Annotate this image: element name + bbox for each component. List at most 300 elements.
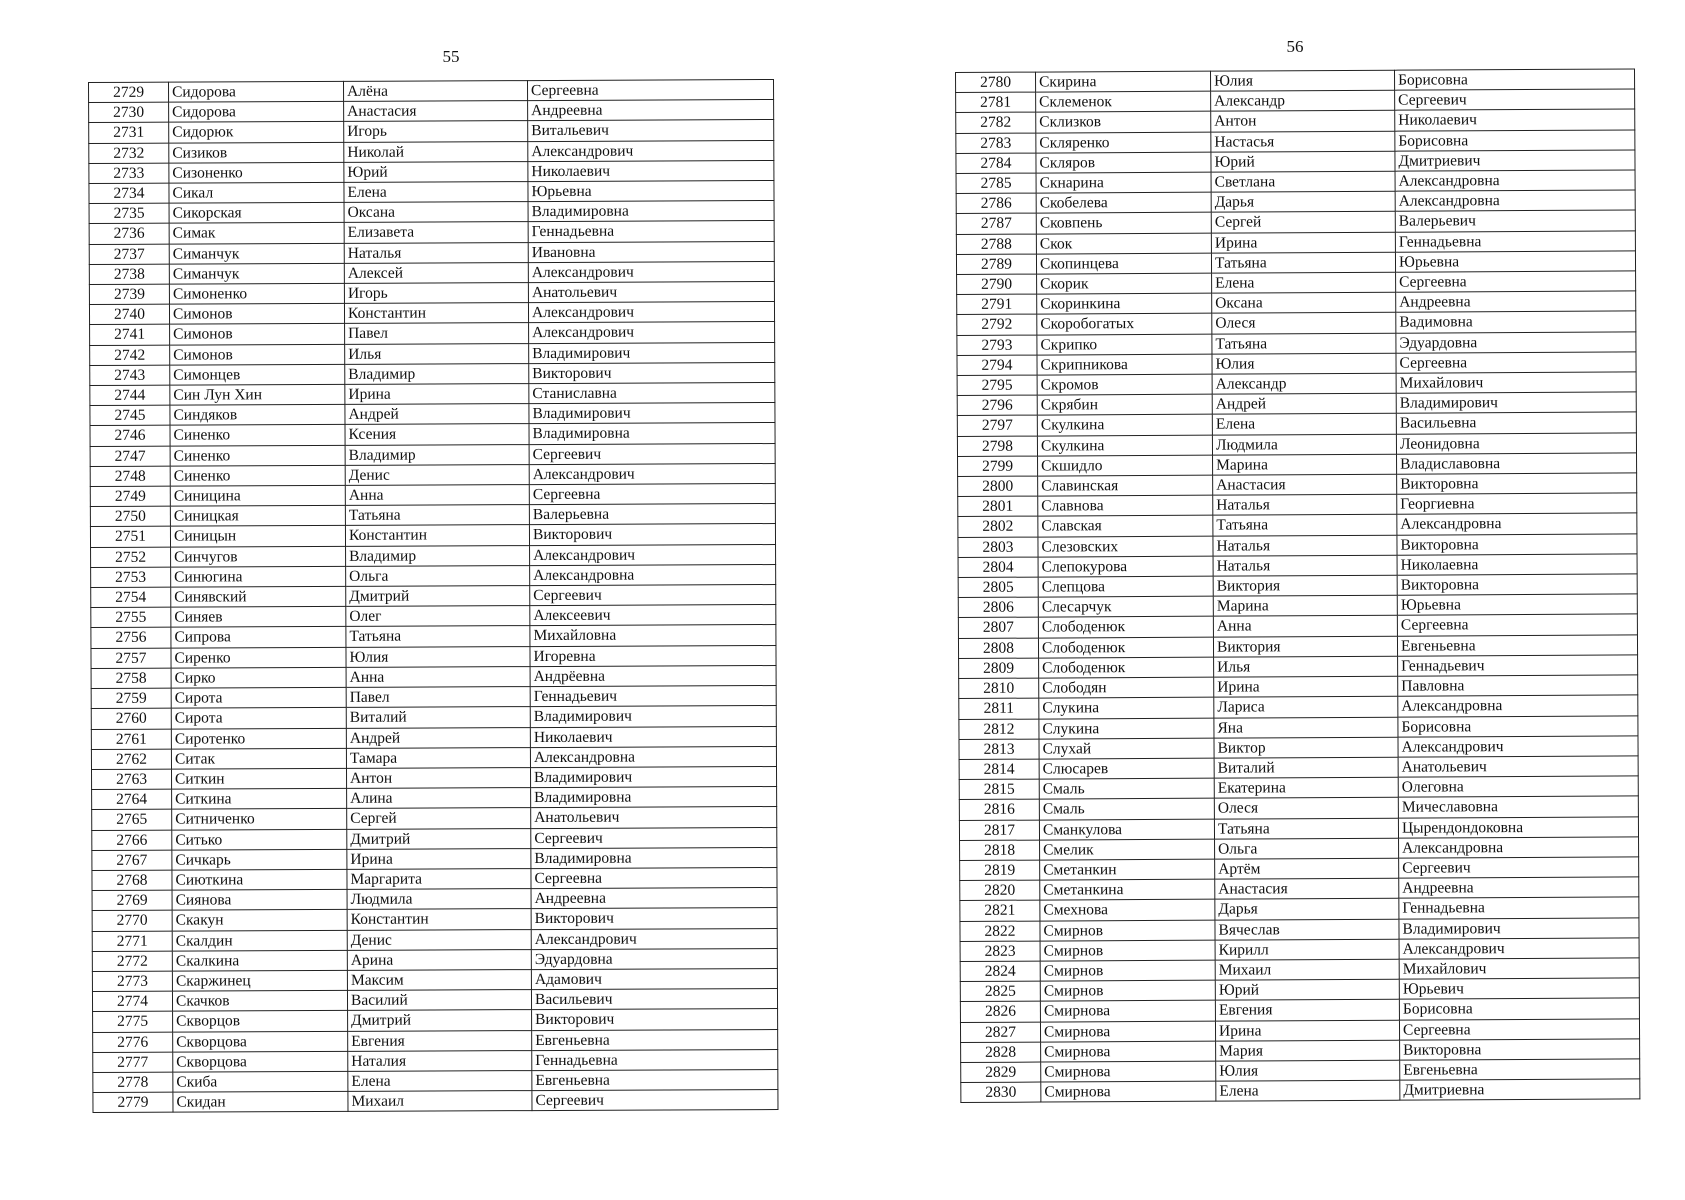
patronymic-cell: Цырендондоковна	[1398, 816, 1638, 837]
given-name-cell: Юлия	[1210, 70, 1394, 91]
surname-cell: Скляров	[1036, 152, 1211, 173]
patronymic-cell: Александрович	[528, 302, 774, 323]
given-name-cell: Елена	[1212, 414, 1396, 435]
row-number: 2801	[958, 496, 1038, 517]
surname-cell: Симоненко	[169, 283, 344, 304]
patronymic-cell: Ивановна	[528, 241, 774, 262]
row-number: 2753	[91, 567, 171, 588]
given-name-cell: Евгения	[348, 1030, 532, 1051]
surname-cell: Сиюткина	[172, 869, 347, 890]
patronymic-cell: Михайлович	[1396, 372, 1636, 393]
surname-cell: Смаль	[1039, 798, 1214, 819]
patronymic-cell: Игоревна	[530, 645, 776, 666]
surname-cell: Скаржинец	[172, 970, 347, 991]
surname-cell: Скулкина	[1037, 415, 1212, 436]
row-number: 2793	[957, 335, 1037, 356]
patronymic-cell: Викторовна	[1397, 473, 1637, 494]
row-number: 2780	[956, 72, 1036, 93]
patronymic-cell: Андреевна	[531, 888, 777, 909]
surname-cell: Синенко	[170, 425, 345, 446]
patronymic-cell: Сергеевич	[532, 1090, 778, 1111]
patronymic-cell: Юрьевна	[528, 181, 774, 202]
row-number: 2770	[92, 910, 172, 931]
patronymic-cell: Сергеевич	[531, 827, 777, 848]
row-number: 2818	[960, 840, 1040, 861]
row-number: 2820	[960, 880, 1040, 901]
patronymic-cell: Михайловна	[530, 625, 776, 646]
given-name-cell: Анна	[1213, 616, 1397, 637]
given-name-cell: Алёна	[343, 81, 527, 102]
surname-cell: Синюгина	[171, 566, 346, 587]
patronymic-cell: Александровна	[1397, 513, 1637, 534]
patronymic-cell: Станиславна	[529, 383, 775, 404]
row-number: 2825	[960, 981, 1040, 1002]
given-name-cell: Анастасия	[1215, 878, 1399, 899]
given-name-cell: Денис	[347, 929, 531, 950]
patronymic-cell: Александровна	[530, 564, 776, 585]
row-number: 2791	[957, 294, 1037, 315]
patronymic-cell: Геннадьевич	[1398, 655, 1638, 676]
row-number: 2773	[92, 971, 172, 992]
patronymic-cell: Николаевич	[528, 160, 774, 181]
row-number: 2826	[960, 1001, 1040, 1022]
row-number: 2784	[956, 153, 1036, 174]
patronymic-cell: Геннадьевна	[1399, 897, 1639, 918]
given-name-cell: Павел	[346, 687, 530, 708]
given-name-cell: Светлана	[1211, 171, 1395, 192]
given-name-cell: Яна	[1214, 717, 1398, 738]
patronymic-cell: Евгеньевна	[1400, 1059, 1640, 1080]
surname-cell: Скрипко	[1037, 334, 1212, 355]
patronymic-cell: Эдуардовна	[1396, 332, 1636, 353]
row-number: 2798	[957, 436, 1037, 457]
given-name-cell: Дмитрий	[348, 1010, 532, 1031]
surname-cell: Смирнова	[1040, 1021, 1215, 1042]
row-number: 2730	[89, 102, 169, 123]
row-number: 2828	[961, 1042, 1041, 1063]
surname-cell: Смехнова	[1040, 899, 1215, 920]
row-number: 2775	[93, 1011, 173, 1032]
given-name-cell: Людмила	[1212, 434, 1396, 455]
row-number: 2819	[960, 860, 1040, 881]
row-number: 2734	[89, 183, 169, 204]
patronymic-cell: Евгеньевна	[532, 1029, 778, 1050]
surname-cell: Синчугов	[171, 546, 346, 567]
given-name-cell: Виктория	[1213, 575, 1397, 596]
row-number: 2761	[91, 729, 171, 750]
row-number: 2758	[91, 668, 171, 689]
names-table	[955, 68, 1640, 1103]
surname-cell: Сидорова	[169, 81, 344, 102]
surname-cell: Смирнова	[1040, 1000, 1215, 1021]
patronymic-cell: Евгеньевна	[1397, 635, 1637, 656]
given-name-cell: Наталия	[348, 1050, 532, 1071]
row-number: 2824	[960, 961, 1040, 982]
row-number: 2732	[89, 143, 169, 164]
given-name-cell: Анастасия	[1213, 474, 1397, 495]
patronymic-cell: Александровна	[1395, 170, 1635, 191]
surname-cell: Слукина	[1039, 697, 1214, 718]
patronymic-cell: Александрович	[1398, 736, 1638, 757]
surname-cell: Симак	[169, 223, 344, 244]
given-name-cell: Наталья	[1213, 555, 1397, 576]
patronymic-cell: Владимировна	[531, 847, 777, 868]
surname-cell: Слободенюк	[1039, 657, 1214, 678]
patronymic-cell: Владимирович	[1396, 392, 1636, 413]
given-name-cell: Людмила	[347, 889, 531, 910]
row-number: 2787	[956, 213, 1036, 234]
row-number: 2744	[90, 385, 170, 406]
patronymic-cell: Викторович	[532, 1009, 778, 1030]
given-name-cell: Владимир	[345, 363, 529, 384]
page-number: 55	[442, 47, 460, 66]
surname-cell: Сметанкин	[1040, 859, 1215, 880]
row-number: 2733	[89, 163, 169, 184]
surname-cell: Скирина	[1036, 71, 1211, 92]
surname-cell: Скляренко	[1036, 132, 1211, 153]
given-name-cell: Николай	[344, 141, 528, 162]
patronymic-cell: Павловна	[1398, 675, 1638, 696]
given-name-cell: Юрий	[1211, 151, 1395, 172]
row-number: 2738	[89, 264, 169, 285]
row-number: 2815	[959, 779, 1039, 800]
surname-cell: Сирко	[171, 667, 346, 688]
given-name-cell: Дарья	[1211, 191, 1395, 212]
given-name-cell: Александр	[1212, 373, 1396, 394]
given-name-cell: Алина	[347, 788, 531, 809]
surname-cell: Славинская	[1038, 475, 1213, 496]
surname-cell: Скворцов	[173, 1011, 348, 1032]
patronymic-cell: Леонидовна	[1396, 433, 1636, 454]
surname-cell: Слухай	[1039, 738, 1214, 759]
surname-cell: Слепокурова	[1038, 556, 1213, 577]
table-row	[93, 1090, 778, 1113]
row-number: 2756	[91, 628, 171, 649]
given-name-cell: Олег	[346, 606, 530, 627]
patronymic-cell: Александрович	[529, 463, 775, 484]
given-name-cell: Константин	[345, 525, 529, 546]
row-number: 2808	[958, 638, 1038, 659]
given-name-cell: Михаил	[1215, 959, 1399, 980]
row-number: 2790	[957, 274, 1037, 295]
given-name-cell: Юлия	[346, 646, 530, 667]
given-name-cell: Анна	[346, 666, 530, 687]
patronymic-cell: Геннадьевич	[530, 686, 776, 707]
surname-cell: Скопинцева	[1036, 253, 1211, 274]
surname-cell: Смирнов	[1040, 920, 1215, 941]
surname-cell: Синицина	[170, 485, 345, 506]
row-number: 2813	[959, 739, 1039, 760]
given-name-cell: Олеся	[1212, 313, 1396, 334]
row-number: 2806	[958, 597, 1038, 618]
row-number: 2816	[959, 799, 1039, 820]
patronymic-cell: Сергеевна	[1397, 614, 1637, 635]
surname-cell: Скулкина	[1037, 435, 1212, 456]
given-name-cell: Арина	[347, 949, 531, 970]
patronymic-cell: Владимирович	[529, 403, 775, 424]
given-name-cell: Вячеслав	[1215, 919, 1399, 940]
patronymic-cell: Мичеславовна	[1398, 796, 1638, 817]
patronymic-cell: Дмитриевна	[1400, 1079, 1640, 1100]
given-name-cell: Василий	[347, 990, 531, 1011]
given-name-cell: Елена	[1212, 272, 1396, 293]
patronymic-cell: Валерьевич	[1395, 210, 1635, 231]
surname-cell: Сманкулова	[1039, 819, 1214, 840]
given-name-cell: Игорь	[344, 121, 528, 142]
surname-cell: Синицкая	[170, 506, 345, 527]
given-name-cell: Оксана	[1212, 292, 1396, 313]
row-number: 2827	[960, 1022, 1040, 1043]
row-number: 2803	[958, 537, 1038, 558]
surname-cell: Сипрова	[171, 627, 346, 648]
row-number: 2776	[93, 1032, 173, 1053]
row-number: 2757	[91, 648, 171, 669]
given-name-cell: Маргарита	[347, 868, 531, 889]
row-number: 2742	[90, 345, 170, 366]
surname-cell: Слепцова	[1038, 576, 1213, 597]
row-number: 2771	[92, 931, 172, 952]
surname-cell: Скворцова	[173, 1031, 348, 1052]
patronymic-cell: Викторовна	[1397, 534, 1637, 555]
given-name-cell: Мария	[1216, 1040, 1400, 1061]
given-name-cell: Игорь	[344, 283, 528, 304]
row-number: 2746	[90, 426, 170, 447]
row-number: 2760	[91, 708, 171, 729]
patronymic-cell: Витальевич	[528, 120, 774, 141]
surname-cell: Симонов	[170, 324, 345, 345]
row-number: 2731	[89, 123, 169, 144]
surname-cell: Сикорская	[169, 203, 344, 224]
table-row	[961, 1079, 1640, 1103]
given-name-cell: Татьяна	[1212, 333, 1396, 354]
surname-cell: Симонов	[170, 344, 345, 365]
row-number: 2745	[90, 405, 170, 426]
surname-cell: Сирота	[171, 708, 346, 729]
row-number: 2807	[958, 618, 1038, 639]
surname-cell: Синявский	[171, 586, 346, 607]
patronymic-cell: Владимировна	[528, 201, 774, 222]
surname-cell: Славская	[1038, 516, 1213, 537]
patronymic-cell: Сергеевна	[1396, 352, 1636, 373]
given-name-cell: Олеся	[1214, 798, 1398, 819]
patronymic-cell: Геннадьевна	[528, 221, 774, 242]
row-number: 2783	[956, 133, 1036, 154]
given-name-cell: Анастасия	[344, 101, 528, 122]
row-number: 2786	[956, 193, 1036, 214]
given-name-cell: Настасья	[1211, 131, 1395, 152]
given-name-cell: Ирина	[1214, 676, 1398, 697]
row-number: 2814	[959, 759, 1039, 780]
surname-cell: Смирнов	[1040, 980, 1215, 1001]
given-name-cell: Юрий	[344, 161, 528, 182]
surname-cell: Смирнов	[1040, 940, 1215, 961]
page-55	[88, 44, 774, 1113]
patronymic-cell: Владимирович	[529, 342, 775, 363]
patronymic-cell: Александрович	[1399, 938, 1639, 959]
patronymic-cell: Юрьевич	[1399, 978, 1639, 999]
given-name-cell: Юлия	[1212, 353, 1396, 374]
given-name-cell: Тамара	[346, 747, 530, 768]
surname-cell: Слукина	[1039, 718, 1214, 739]
surname-cell: Скок	[1036, 233, 1211, 254]
given-name-cell: Павел	[345, 323, 529, 344]
row-number: 2795	[957, 375, 1037, 396]
given-name-cell: Максим	[347, 970, 531, 991]
patronymic-cell: Сергеевич	[1395, 89, 1635, 110]
surname-cell: Скшидло	[1038, 455, 1213, 476]
given-name-cell: Татьяна	[1213, 515, 1397, 536]
surname-cell: Сиянова	[172, 890, 347, 911]
row-number: 2735	[89, 203, 169, 224]
surname-cell: Симанчук	[169, 263, 344, 284]
patronymic-cell: Сергеевич	[530, 585, 776, 606]
patronymic-cell: Александрович	[531, 928, 777, 949]
surname-cell: Ситкин	[171, 768, 346, 789]
patronymic-cell: Валерьевна	[529, 504, 775, 525]
patronymic-cell: Сергеевна	[531, 867, 777, 888]
row-number: 2737	[89, 244, 169, 265]
row-number: 2774	[92, 991, 172, 1012]
page-number: 56	[1286, 37, 1304, 56]
given-name-cell: Сергей	[347, 808, 531, 829]
row-number: 2736	[89, 224, 169, 245]
patronymic-cell: Сергеевна	[1396, 271, 1636, 292]
row-number: 2823	[960, 941, 1040, 962]
patronymic-cell: Сергеевна	[529, 484, 775, 505]
row-number: 2747	[90, 446, 170, 467]
patronymic-cell: Олеговна	[1398, 776, 1638, 797]
patronymic-cell: Андреевна	[528, 100, 774, 121]
patronymic-cell: Александровна	[1398, 695, 1638, 716]
surname-cell: Слободенюк	[1038, 637, 1213, 658]
surname-cell: Симанчук	[169, 243, 344, 264]
surname-cell: Склизков	[1036, 112, 1211, 133]
row-number: 2755	[91, 607, 171, 628]
surname-cell: Сизоненко	[169, 162, 344, 183]
row-number: 2817	[959, 820, 1039, 841]
patronymic-cell: Александрович	[529, 322, 775, 343]
given-name-cell: Ольга	[346, 565, 530, 586]
given-name-cell: Алексей	[344, 262, 528, 283]
surname-cell: Славнова	[1038, 495, 1213, 516]
row-number: 2768	[92, 870, 172, 891]
patronymic-cell: Борисовна	[1394, 69, 1634, 90]
row-number: 2779	[93, 1092, 173, 1113]
page-56	[955, 34, 1635, 1103]
given-name-cell: Наталья	[1213, 494, 1397, 515]
patronymic-cell: Викторович	[529, 524, 775, 545]
row-number: 2822	[960, 921, 1040, 942]
surname-cell: Слесарчук	[1038, 596, 1213, 617]
surname-cell: Смирнова	[1041, 1061, 1216, 1082]
patronymic-cell: Андреевна	[1396, 291, 1636, 312]
surname-cell: Скалдин	[172, 930, 347, 951]
surname-cell: Ситкина	[172, 788, 347, 809]
given-name-cell: Александр	[1211, 90, 1395, 111]
given-name-cell: Илья	[1214, 656, 1398, 677]
given-name-cell: Лариса	[1214, 696, 1398, 717]
patronymic-cell: Владимировна	[531, 787, 777, 808]
patronymic-cell: Анатольевич	[531, 807, 777, 828]
patronymic-cell: Николаевич	[1395, 109, 1635, 130]
row-number: 2729	[89, 82, 169, 103]
given-name-cell: Виталий	[346, 707, 530, 728]
surname-cell: Скидан	[173, 1092, 348, 1113]
row-number: 2794	[957, 355, 1037, 376]
row-number: 2812	[959, 719, 1039, 740]
surname-cell: Скобелева	[1036, 192, 1211, 213]
patronymic-cell: Алексеевич	[530, 605, 776, 626]
given-name-cell: Дмитрий	[347, 828, 531, 849]
given-name-cell: Наталья	[344, 242, 528, 263]
surname-cell: Син Лун Хин	[170, 384, 345, 405]
given-name-cell: Денис	[345, 464, 529, 485]
row-number: 2811	[959, 698, 1039, 719]
surname-cell: Слободенюк	[1038, 617, 1213, 638]
patronymic-cell: Михайлович	[1399, 958, 1639, 979]
given-name-cell: Илья	[345, 343, 529, 364]
surname-cell: Синенко	[170, 465, 345, 486]
row-number: 2829	[961, 1062, 1041, 1083]
given-name-cell: Екатерина	[1214, 777, 1398, 798]
given-name-cell: Татьяна	[346, 626, 530, 647]
row-number: 2739	[89, 284, 169, 305]
surname-cell: Скиба	[173, 1071, 348, 1092]
surname-cell: Сидорюк	[169, 122, 344, 143]
given-name-cell: Антон	[346, 767, 530, 788]
patronymic-cell: Владимировна	[529, 423, 775, 444]
surname-cell: Склеменок	[1036, 91, 1211, 112]
given-name-cell: Татьяна	[1214, 818, 1398, 839]
patronymic-cell: Александровна	[1395, 190, 1635, 211]
given-name-cell: Владимир	[345, 444, 529, 465]
patronymic-cell: Георгиевна	[1397, 493, 1637, 514]
patronymic-cell: Борисовна	[1399, 998, 1639, 1019]
surname-cell: Сизиков	[169, 142, 344, 163]
patronymic-cell: Владимирович	[530, 766, 776, 787]
surname-cell: Синицын	[170, 526, 345, 547]
row-number: 2796	[957, 395, 1037, 416]
row-number: 2749	[90, 486, 170, 507]
patronymic-cell: Сергеевна	[527, 80, 773, 101]
row-number: 2754	[91, 587, 171, 608]
surname-cell: Скрябин	[1037, 394, 1212, 415]
surname-cell: Скоробогатых	[1037, 314, 1212, 335]
surname-cell: Слюсарев	[1039, 758, 1214, 779]
row-number: 2802	[958, 517, 1038, 538]
patronymic-cell: Евгеньевна	[532, 1069, 778, 1090]
row-number: 2772	[92, 951, 172, 972]
given-name-cell: Ксения	[345, 424, 529, 445]
surname-cell: Сирота	[171, 687, 346, 708]
given-name-cell: Юрий	[1215, 979, 1399, 1000]
surname-cell: Смелик	[1040, 839, 1215, 860]
given-name-cell: Кирилл	[1215, 939, 1399, 960]
surname-cell: Сметанкина	[1040, 879, 1215, 900]
row-number: 2789	[956, 254, 1036, 275]
patronymic-cell: Александровна	[1399, 837, 1639, 858]
surname-cell: Синенко	[170, 445, 345, 466]
row-number: 2765	[92, 809, 172, 830]
patronymic-cell: Анатольевич	[1398, 756, 1638, 777]
patronymic-cell: Дмитриевич	[1395, 150, 1635, 171]
row-number: 2830	[961, 1082, 1041, 1103]
row-number: 2763	[91, 769, 171, 790]
surname-cell: Скалкина	[172, 950, 347, 971]
patronymic-cell: Викторович	[529, 362, 775, 383]
row-number: 2785	[956, 173, 1036, 194]
surname-cell: Скнарина	[1036, 172, 1211, 193]
